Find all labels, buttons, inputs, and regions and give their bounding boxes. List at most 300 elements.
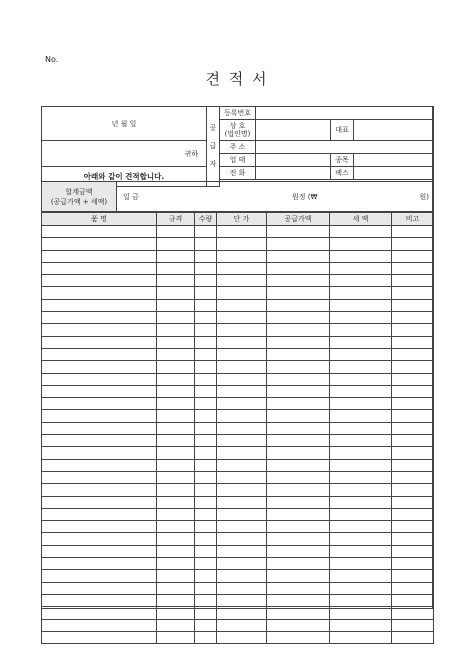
qty-cell[interactable]	[195, 287, 217, 299]
qty-cell[interactable]	[195, 324, 217, 336]
supply-amount-cell[interactable]	[267, 631, 330, 643]
spec-cell[interactable]	[157, 312, 195, 324]
table-row	[42, 361, 434, 373]
document-number-label: No.	[45, 55, 59, 64]
table-row	[42, 631, 434, 643]
note-cell[interactable]	[392, 287, 434, 299]
item-cell[interactable]	[42, 262, 157, 274]
item-cell[interactable]	[42, 607, 157, 619]
tax-cell[interactable]	[330, 545, 392, 557]
tax-cell[interactable]	[330, 287, 392, 299]
qty-cell[interactable]	[195, 447, 217, 459]
note-cell[interactable]	[392, 373, 434, 385]
tax-cell[interactable]	[330, 570, 392, 582]
spec-cell[interactable]	[157, 385, 195, 397]
item-cell[interactable]	[42, 238, 157, 250]
supply-amount-cell[interactable]	[267, 459, 330, 471]
item-cell[interactable]	[42, 496, 157, 508]
spec-cell[interactable]	[157, 484, 195, 496]
unit-price-cell[interactable]	[217, 521, 267, 533]
qty-cell[interactable]	[195, 226, 217, 238]
note-cell[interactable]	[392, 238, 434, 250]
item-cell[interactable]	[42, 508, 157, 520]
item-cell[interactable]	[42, 410, 157, 422]
supply-amount-cell[interactable]	[267, 262, 330, 274]
note-cell[interactable]	[392, 262, 434, 274]
spec-cell[interactable]	[157, 226, 195, 238]
tax-cell[interactable]	[330, 373, 392, 385]
fax-field[interactable]	[354, 167, 434, 180]
unit-price-cell[interactable]	[217, 619, 267, 631]
unit-price-cell[interactable]	[217, 373, 267, 385]
tax-cell[interactable]	[330, 348, 392, 360]
table-row	[42, 508, 434, 520]
tax-cell[interactable]	[330, 226, 392, 238]
unit-price-cell[interactable]	[217, 435, 267, 447]
total-table	[41, 181, 434, 212]
supply-amount-cell[interactable]	[267, 385, 330, 397]
qty-cell[interactable]	[195, 521, 217, 533]
qty-cell[interactable]	[195, 275, 217, 287]
qty-cell[interactable]	[195, 262, 217, 274]
business-label: 업 태	[220, 154, 256, 167]
table-row	[42, 336, 434, 348]
phone-label: 전 화	[220, 167, 256, 180]
tax-cell[interactable]	[330, 361, 392, 373]
tax-cell[interactable]	[330, 398, 392, 410]
spec-cell[interactable]	[157, 533, 195, 545]
spec-cell[interactable]	[157, 410, 195, 422]
spec-cell[interactable]	[157, 471, 195, 483]
table-row	[42, 348, 434, 360]
unit-price-cell[interactable]	[217, 226, 267, 238]
item-cell[interactable]	[42, 250, 157, 262]
date-label: 년 월 일	[111, 119, 137, 128]
item-cell[interactable]	[42, 545, 157, 557]
unit-price-cell[interactable]	[217, 398, 267, 410]
spec-cell[interactable]	[157, 238, 195, 250]
note-cell[interactable]	[392, 410, 434, 422]
table-row	[42, 275, 434, 287]
note-cell[interactable]	[392, 594, 434, 606]
item-cell[interactable]	[42, 275, 157, 287]
item-cell[interactable]	[42, 459, 157, 471]
spec-cell[interactable]	[157, 459, 195, 471]
spec-cell[interactable]	[157, 250, 195, 262]
note-cell[interactable]	[392, 398, 434, 410]
supply-amount-cell[interactable]	[267, 324, 330, 336]
spec-cell[interactable]	[157, 361, 195, 373]
table-row	[42, 545, 434, 557]
spec-cell[interactable]	[157, 275, 195, 287]
note-cell[interactable]	[392, 336, 434, 348]
date-cell[interactable]	[42, 107, 207, 141]
tax-cell[interactable]	[330, 422, 392, 434]
address-field[interactable]	[256, 141, 434, 154]
table-row	[42, 484, 434, 496]
supply-amount-cell[interactable]	[267, 508, 330, 520]
qty-cell[interactable]	[195, 336, 217, 348]
spec-cell[interactable]	[157, 521, 195, 533]
tax-cell[interactable]	[330, 533, 392, 545]
supply-amount-cell[interactable]	[267, 582, 330, 594]
note-cell[interactable]	[392, 558, 434, 570]
rep-label: 대표	[331, 120, 354, 141]
spec-cell[interactable]	[157, 508, 195, 520]
supply-amount-cell[interactable]	[267, 348, 330, 360]
phone-field[interactable]	[256, 167, 331, 180]
statement-text: 아래와 같이 견적합니다.	[83, 171, 165, 181]
unit-price-cell[interactable]	[217, 385, 267, 397]
qty-cell[interactable]	[195, 398, 217, 410]
spec-cell[interactable]	[157, 348, 195, 360]
total-amount-suffix: 원)	[419, 193, 429, 201]
spec-cell[interactable]	[157, 262, 195, 274]
note-cell[interactable]	[392, 582, 434, 594]
note-cell[interactable]	[392, 521, 434, 533]
tax-cell[interactable]	[330, 471, 392, 483]
qty-cell[interactable]	[195, 373, 217, 385]
qty-cell[interactable]	[195, 533, 217, 545]
unit-price-cell[interactable]	[217, 594, 267, 606]
item-cell[interactable]	[42, 398, 157, 410]
item-cell[interactable]	[42, 348, 157, 360]
supply-amount-cell[interactable]	[267, 250, 330, 262]
note-cell[interactable]	[392, 275, 434, 287]
unit-price-cell[interactable]	[217, 582, 267, 594]
supply-amount-cell[interactable]	[267, 607, 330, 619]
qty-cell[interactable]	[195, 385, 217, 397]
qty-cell[interactable]	[195, 631, 217, 643]
supply-amount-cell[interactable]	[267, 287, 330, 299]
note-cell[interactable]	[392, 447, 434, 459]
col-header-supply-amount: 공급가액	[267, 213, 330, 226]
recipient-cell[interactable]	[42, 141, 207, 167]
supply-amount-cell[interactable]	[267, 594, 330, 606]
note-cell[interactable]	[392, 496, 434, 508]
unit-price-cell[interactable]	[217, 471, 267, 483]
qty-cell[interactable]	[195, 570, 217, 582]
spec-cell[interactable]	[157, 447, 195, 459]
table-row	[42, 594, 434, 606]
item-cell[interactable]	[42, 299, 157, 311]
table-row	[42, 312, 434, 324]
item-cell[interactable]	[42, 226, 157, 238]
qty-cell[interactable]	[195, 238, 217, 250]
unit-price-cell[interactable]	[217, 484, 267, 496]
table-row	[42, 619, 434, 631]
unit-price-cell[interactable]	[217, 545, 267, 557]
qty-cell[interactable]	[195, 435, 217, 447]
supply-amount-cell[interactable]	[267, 558, 330, 570]
unit-price-cell[interactable]	[217, 459, 267, 471]
col-header-qty: 수량	[195, 213, 217, 226]
item-cell[interactable]	[42, 558, 157, 570]
spec-cell[interactable]	[157, 299, 195, 311]
company-label-line1: 상 호	[229, 122, 246, 130]
col-header-spec: 규격	[157, 213, 195, 226]
supply-amount-cell[interactable]	[267, 496, 330, 508]
qty-cell[interactable]	[195, 558, 217, 570]
business-field[interactable]	[256, 154, 331, 167]
spec-cell[interactable]	[157, 570, 195, 582]
supply-amount-cell[interactable]	[267, 484, 330, 496]
unit-price-cell[interactable]	[217, 447, 267, 459]
qty-cell[interactable]	[195, 496, 217, 508]
note-cell[interactable]	[392, 508, 434, 520]
tax-cell[interactable]	[330, 521, 392, 533]
tax-cell[interactable]	[330, 619, 392, 631]
supply-amount-cell[interactable]	[267, 545, 330, 557]
qty-cell[interactable]	[195, 361, 217, 373]
item-cell[interactable]	[42, 422, 157, 434]
item-cell[interactable]	[42, 594, 157, 606]
reg-no-field[interactable]	[256, 107, 434, 120]
note-cell[interactable]	[392, 435, 434, 447]
tax-cell[interactable]	[330, 447, 392, 459]
unit-price-cell[interactable]	[217, 558, 267, 570]
qty-cell[interactable]	[195, 422, 217, 434]
unit-price-cell[interactable]	[217, 348, 267, 360]
note-cell[interactable]	[392, 533, 434, 545]
item-cell[interactable]	[42, 471, 157, 483]
tax-cell[interactable]	[330, 385, 392, 397]
spec-cell[interactable]	[157, 336, 195, 348]
supply-amount-cell[interactable]	[267, 619, 330, 631]
qty-cell[interactable]	[195, 484, 217, 496]
supply-amount-cell[interactable]	[267, 312, 330, 324]
unit-price-cell[interactable]	[217, 533, 267, 545]
total-label-line1: 합계금액	[65, 187, 93, 196]
item-cell[interactable]	[42, 447, 157, 459]
item-cell[interactable]	[42, 336, 157, 348]
table-row	[42, 324, 434, 336]
spec-cell[interactable]	[157, 558, 195, 570]
supply-amount-cell[interactable]	[267, 533, 330, 545]
spec-cell[interactable]	[157, 607, 195, 619]
qty-cell[interactable]	[195, 607, 217, 619]
item-cell[interactable]	[42, 631, 157, 643]
table-row	[42, 471, 434, 483]
unit-price-cell[interactable]	[217, 312, 267, 324]
item-cell[interactable]	[42, 619, 157, 631]
tax-cell[interactable]	[330, 558, 392, 570]
supply-amount-cell[interactable]	[267, 226, 330, 238]
unit-price-cell[interactable]	[217, 422, 267, 434]
tax-cell[interactable]	[330, 459, 392, 471]
spec-cell[interactable]	[157, 594, 195, 606]
table-row	[42, 607, 434, 619]
supplier-char-3: 자	[209, 160, 217, 169]
tax-cell[interactable]	[330, 299, 392, 311]
qty-cell[interactable]	[195, 348, 217, 360]
table-row	[42, 496, 434, 508]
spec-cell[interactable]	[157, 422, 195, 434]
note-cell[interactable]	[392, 570, 434, 582]
item-cell[interactable]	[42, 312, 157, 324]
table-row	[42, 250, 434, 262]
tax-cell[interactable]	[330, 582, 392, 594]
item-cell[interactable]	[42, 373, 157, 385]
unit-price-cell[interactable]	[217, 570, 267, 582]
item-cell[interactable]	[42, 484, 157, 496]
tax-cell[interactable]	[330, 410, 392, 422]
supply-amount-cell[interactable]	[267, 361, 330, 373]
table-row	[42, 521, 434, 533]
supplier-side-label	[207, 107, 220, 187]
company-label-line2: (법인명)	[224, 130, 251, 138]
unit-price-cell[interactable]	[217, 496, 267, 508]
tax-cell[interactable]	[330, 275, 392, 287]
supplier-char-2: 급	[209, 142, 217, 151]
spec-cell[interactable]	[157, 287, 195, 299]
table-row	[42, 287, 434, 299]
qty-cell[interactable]	[195, 312, 217, 324]
tax-cell[interactable]	[330, 262, 392, 274]
tax-cell[interactable]	[330, 238, 392, 250]
table-row	[42, 410, 434, 422]
total-amount-cell[interactable]	[117, 182, 434, 212]
spec-cell[interactable]	[157, 435, 195, 447]
tax-cell[interactable]	[330, 631, 392, 643]
item-cell[interactable]	[42, 361, 157, 373]
qty-cell[interactable]	[195, 619, 217, 631]
unit-price-cell[interactable]	[217, 410, 267, 422]
qty-cell[interactable]	[195, 594, 217, 606]
note-cell[interactable]	[392, 226, 434, 238]
supply-amount-cell[interactable]	[267, 336, 330, 348]
note-cell[interactable]	[392, 631, 434, 643]
note-cell[interactable]	[392, 299, 434, 311]
spec-cell[interactable]	[157, 496, 195, 508]
supply-amount-cell[interactable]	[267, 422, 330, 434]
spec-cell[interactable]	[157, 373, 195, 385]
supply-amount-cell[interactable]	[267, 398, 330, 410]
unit-price-cell[interactable]	[217, 250, 267, 262]
tax-cell[interactable]	[330, 484, 392, 496]
supply-amount-cell[interactable]	[267, 435, 330, 447]
note-cell[interactable]	[392, 250, 434, 262]
supply-amount-cell[interactable]	[267, 299, 330, 311]
unit-price-cell[interactable]	[217, 299, 267, 311]
item-cell[interactable]	[42, 324, 157, 336]
note-cell[interactable]	[392, 361, 434, 373]
qty-cell[interactable]	[195, 459, 217, 471]
unit-price-cell[interactable]	[217, 631, 267, 643]
table-row	[42, 582, 434, 594]
note-cell[interactable]	[392, 422, 434, 434]
tax-cell[interactable]	[330, 496, 392, 508]
unit-price-cell[interactable]	[217, 607, 267, 619]
table-row	[42, 435, 434, 447]
spec-cell[interactable]	[157, 619, 195, 631]
spec-cell[interactable]	[157, 324, 195, 336]
company-label	[220, 120, 256, 141]
item-cell[interactable]	[42, 287, 157, 299]
supply-amount-cell[interactable]	[267, 570, 330, 582]
items-header-row	[42, 213, 434, 226]
note-cell[interactable]	[392, 324, 434, 336]
spec-cell[interactable]	[157, 545, 195, 557]
table-row	[42, 447, 434, 459]
spec-cell[interactable]	[157, 582, 195, 594]
note-cell[interactable]	[392, 348, 434, 360]
supply-amount-cell[interactable]	[267, 471, 330, 483]
qty-cell[interactable]	[195, 508, 217, 520]
items-table	[41, 212, 434, 644]
unit-price-cell[interactable]	[217, 238, 267, 250]
qty-cell[interactable]	[195, 299, 217, 311]
note-cell[interactable]	[392, 471, 434, 483]
document-title: 견 적 서	[205, 70, 269, 88]
note-cell[interactable]	[392, 459, 434, 471]
spec-cell[interactable]	[157, 398, 195, 410]
tax-cell[interactable]	[330, 594, 392, 606]
item-cell[interactable]	[42, 521, 157, 533]
table-row	[42, 422, 434, 434]
note-cell[interactable]	[392, 619, 434, 631]
supply-amount-cell[interactable]	[267, 447, 330, 459]
item-cell[interactable]	[42, 582, 157, 594]
note-cell[interactable]	[392, 312, 434, 324]
qty-cell[interactable]	[195, 545, 217, 557]
unit-price-cell[interactable]	[217, 275, 267, 287]
item-cell[interactable]	[42, 385, 157, 397]
item-cell[interactable]	[42, 533, 157, 545]
unit-price-cell[interactable]	[217, 361, 267, 373]
supply-amount-cell[interactable]	[267, 410, 330, 422]
col-header-note: 비고	[392, 213, 434, 226]
tax-cell[interactable]	[330, 336, 392, 348]
unit-price-cell[interactable]	[217, 287, 267, 299]
unit-price-cell[interactable]	[217, 336, 267, 348]
supply-amount-cell[interactable]	[267, 521, 330, 533]
note-cell[interactable]	[392, 385, 434, 397]
item-cell[interactable]	[42, 435, 157, 447]
qty-cell[interactable]	[195, 250, 217, 262]
col-header-unit-price: 단 가	[217, 213, 267, 226]
note-cell[interactable]	[392, 607, 434, 619]
category-field[interactable]	[354, 154, 434, 167]
unit-price-cell[interactable]	[217, 324, 267, 336]
tax-cell[interactable]	[330, 508, 392, 520]
tax-cell[interactable]	[330, 250, 392, 262]
spec-cell[interactable]	[157, 631, 195, 643]
tax-cell[interactable]	[330, 324, 392, 336]
supply-amount-cell[interactable]	[267, 373, 330, 385]
supply-amount-cell[interactable]	[267, 238, 330, 250]
qty-cell[interactable]	[195, 410, 217, 422]
table-row	[42, 373, 434, 385]
company-field[interactable]	[256, 120, 331, 141]
note-cell[interactable]	[392, 484, 434, 496]
total-amount-prefix: 일 금	[123, 193, 139, 201]
note-cell[interactable]	[392, 545, 434, 557]
table-row	[42, 385, 434, 397]
unit-price-cell[interactable]	[217, 508, 267, 520]
qty-cell[interactable]	[195, 582, 217, 594]
unit-price-cell[interactable]	[217, 262, 267, 274]
supplier-char-1: 공	[209, 124, 217, 133]
qty-cell[interactable]	[195, 471, 217, 483]
tax-cell[interactable]	[330, 607, 392, 619]
supply-amount-cell[interactable]	[267, 275, 330, 287]
tax-cell[interactable]	[330, 312, 392, 324]
tax-cell[interactable]	[330, 435, 392, 447]
item-cell[interactable]	[42, 570, 157, 582]
rep-field[interactable]	[354, 120, 434, 141]
recipient-suffix: 귀하	[184, 149, 198, 158]
